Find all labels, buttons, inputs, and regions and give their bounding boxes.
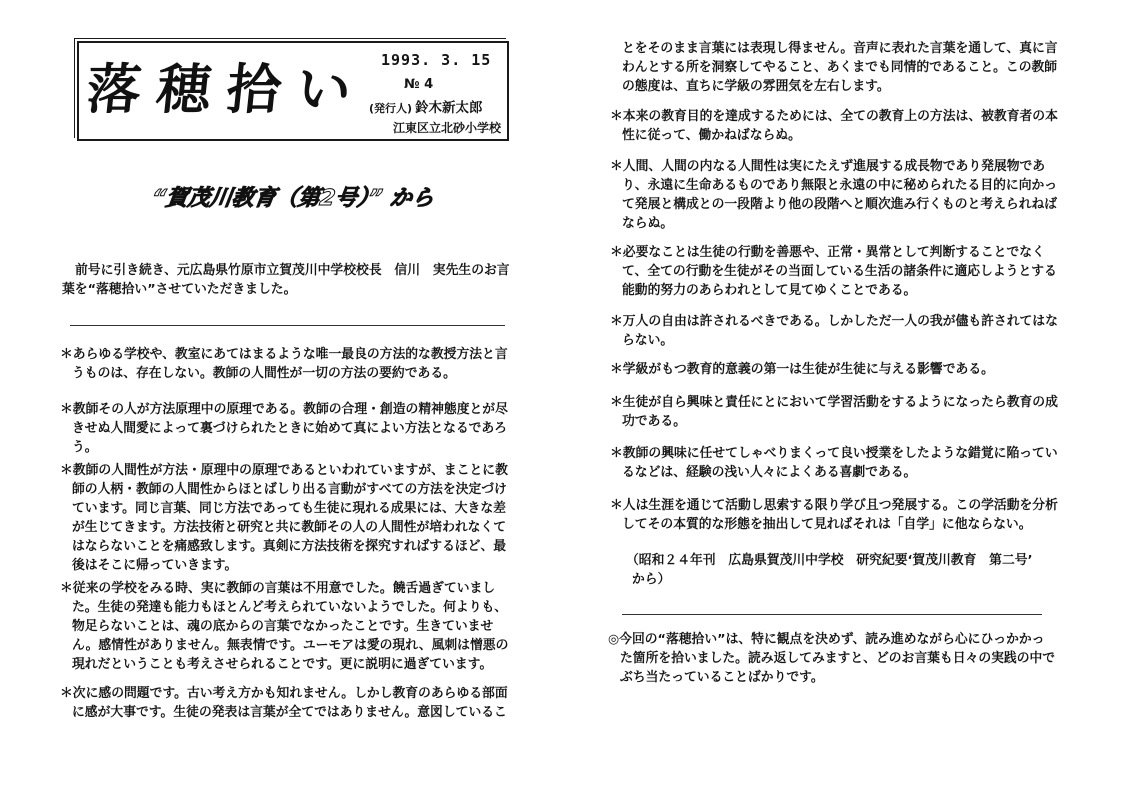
text-line: ＊人は生涯を通じて活動し思索する限り学び且つ発展する。この学活動を分析 bbox=[610, 498, 1058, 513]
quote-item bbox=[610, 360, 994, 379]
text-line: ＊教師その人が方法原理中の原理である。教師の合理・創造の精神態度とが尽 bbox=[60, 402, 508, 417]
quote-item bbox=[610, 157, 1057, 233]
text-line: た箇所を拾いました。読み返してみますと、どのお言葉も日々の実践の中で bbox=[620, 651, 1056, 666]
text-line: ＊次に感の問題です。古い考え方かも知れません。しかし教育のあらゆる部面 bbox=[60, 686, 508, 701]
source-citation bbox=[626, 551, 1032, 589]
text-line: ＊人間、人間の内なる人間性は実にたえず進展する成長物であり発展物であ bbox=[610, 159, 1046, 174]
article-subtitle: “賀茂川教育（第2号）” から bbox=[149, 186, 436, 211]
text-line: るなどは、経験の浅い人々によくある喜劇である。 bbox=[622, 465, 917, 480]
quote-item bbox=[60, 345, 508, 383]
text-line: 功である。 bbox=[622, 414, 686, 429]
text-line: わんとする所を洞察してやること、あくまでも同情的であること。この教師 bbox=[622, 60, 1058, 75]
text-line: 能動的努力のあらわれとして見てゆくことである。 bbox=[622, 283, 917, 298]
quote-item bbox=[610, 107, 1058, 145]
text-line: ＊本来の教育目的を達成するためには、全ての教育上の方法は、被教育者の本 bbox=[610, 109, 1058, 124]
quote-continuation bbox=[622, 39, 1058, 96]
text-line: ＊従来の学校をみる時、実に教師の言葉は不用意でした。饒舌過ぎていまし bbox=[60, 581, 496, 596]
text-line: ぶち当たっていることばかりです。 bbox=[620, 670, 824, 685]
text-line: 葉を“落穂拾い”させていただきました。 bbox=[62, 282, 297, 297]
text-line: り、永遠に生命あるものであり無限と永遠の中に秘められたる目的に向かっ bbox=[622, 178, 1058, 193]
text-line: ＊教師の興味に任せてしゃべりまくって良い授業をしたような錯覚に陥ってい bbox=[610, 446, 1058, 461]
text-line: （昭和２４年刊 広島県賀茂川中学校 研究紀要‘賀茂川教育 第二号’ bbox=[626, 553, 1033, 568]
text-line: ◎今回の“落穂拾い”は、特に観点を決めず、読み進めながら心にひっかかっ bbox=[608, 632, 1045, 647]
text-line: ＊学級がもつ教育的意義の第一は生徒が生徒に与える影響である。 bbox=[610, 362, 994, 377]
text-line: はならないことを痛感致します。真剣に方法技術を探究すればするほど、最 bbox=[72, 539, 507, 554]
text-line: ん。感情性がありません。無表情です。ユーモアは愛の現れ、風刺は憎悪の bbox=[72, 638, 509, 653]
intro-paragraph bbox=[62, 261, 510, 299]
text-line: ならぬ。 bbox=[622, 216, 674, 231]
text-line: 性に従って、働かねばならぬ。 bbox=[622, 128, 801, 143]
quote-item bbox=[610, 444, 1058, 482]
text-line: らない。 bbox=[622, 333, 674, 348]
newsletter-title: 落穂拾い bbox=[83, 57, 371, 121]
publisher-name: 鈴木新太郎 bbox=[415, 100, 483, 116]
text-line: 現れだということも考えさせられることです。更に説明に過ぎています。 bbox=[72, 657, 493, 672]
school-name: 江東区立北砂小学校 bbox=[393, 121, 502, 135]
quote-item bbox=[60, 400, 508, 457]
text-line: が生じてきます。方法技術と研究と共に教師その人の人間性が培われなくて bbox=[72, 520, 507, 535]
text-line: 後はそこに帰っていきます。 bbox=[72, 558, 238, 573]
quote-item bbox=[60, 461, 508, 575]
issue-number: № 4 bbox=[404, 77, 434, 92]
text-line: 師の人柄・教師の人間性からほとばしり出る言動がすべての方法を決定づけ bbox=[72, 482, 507, 497]
text-line: て、全ての行動を生徒がその当面している生活の諸条件に適応しようとする bbox=[622, 264, 1057, 279]
text-line: 物足らないことは、魂の底からの言葉でなかったことです。生きていませ bbox=[72, 619, 494, 634]
text-line: してその本質的な形態を抽出して見ればそれは「自学」に他ならない。 bbox=[622, 517, 1032, 532]
quote-item bbox=[60, 684, 508, 722]
text-line: きせぬ人間愛によって裏づけられたときに始めて真によい方法となるであろ bbox=[72, 421, 507, 436]
publisher bbox=[369, 96, 483, 116]
text-line: 前号に引き続き、元広島県竹原市立賀茂川中学校校長 信川 実先生のお言 bbox=[75, 263, 510, 278]
text-line: ＊万人の自由は許されるべきである。しかしただ一人の我が儘も許されてはな bbox=[610, 314, 1058, 329]
divider bbox=[70, 325, 505, 326]
text-line: ています。同じ言葉、同じ方法であっても生徒に現れる成果には、大きな差 bbox=[72, 501, 506, 516]
quote-item bbox=[610, 312, 1058, 350]
editor-note bbox=[608, 630, 1055, 687]
publisher-label: (発行人) bbox=[369, 102, 413, 115]
text-line: から） bbox=[632, 572, 671, 587]
text-line: て発展と構成との一段階より他の段階へと順次進み行くものと考えられねば bbox=[622, 197, 1058, 212]
text-line: ＊必要なことは生徒の行動を善悪や、正常・異常として判断することでなく bbox=[610, 245, 1045, 260]
quote-item bbox=[610, 496, 1058, 534]
issue-date: 1993. 3. 15 bbox=[381, 51, 492, 69]
quote-item bbox=[610, 393, 1058, 431]
text-line: に感が大事です。生徒の発表は言葉が全てではありません。意図しているこ bbox=[72, 705, 507, 720]
text-line: うものは、存在しない。教師の人間性が一切の方法の要約である。 bbox=[72, 366, 456, 381]
text-line: の態度は、直ちに学級の雰囲気を左右します。 bbox=[622, 79, 890, 94]
quote-item bbox=[610, 243, 1057, 300]
divider bbox=[622, 614, 1042, 615]
text-line: た。生徒の発達も能力もほとんど考えられていないようでした。何よりも、 bbox=[72, 600, 508, 615]
text-line: ＊あらゆる学校や、教室にあてはまるような唯一最良の方法的な教授方法と言 bbox=[60, 347, 508, 362]
text-line: ＊生徒が自ら興味と責任にとにおいて学習活動をするようになったら教育の成 bbox=[610, 395, 1058, 410]
text-line: う。 bbox=[72, 440, 98, 455]
masthead-box bbox=[77, 41, 509, 141]
text-line: とをそのまま言葉には表現し得ません。音声に表れた言葉を通して、真に言 bbox=[622, 41, 1058, 56]
quote-item bbox=[60, 579, 508, 674]
text-line: ＊教師の人間性が方法・原理中の原理であるといわれていますが、まことに教 bbox=[60, 463, 508, 478]
